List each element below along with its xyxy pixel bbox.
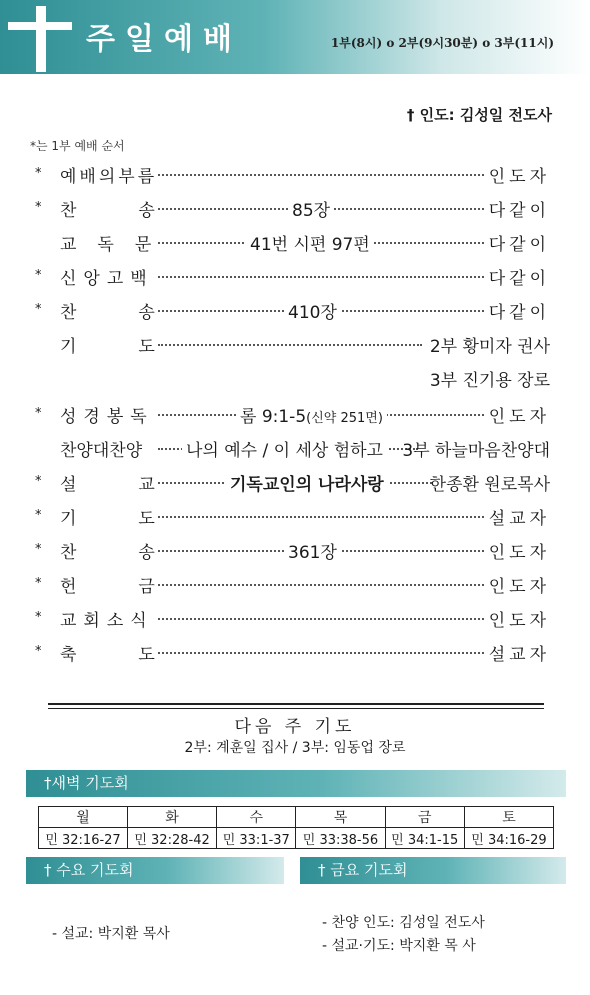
order-row: [0, 604, 590, 632]
order-performer: 인도자: [488, 577, 550, 597]
order-row: [0, 434, 590, 462]
order-row: [0, 364, 590, 392]
service-leader: † 인도: 김성일 전도사: [406, 106, 552, 124]
order-performer: 다같이: [488, 235, 550, 255]
order-performer: 다같이: [488, 269, 550, 289]
order-label: 찬양대찬양: [60, 441, 143, 461]
day-header: 월: [39, 807, 128, 828]
dot-leader: [158, 172, 484, 176]
order-performer: 3부 하늘마음찬양대: [402, 441, 550, 461]
dot-leader: [158, 650, 484, 654]
order-performer: 3부 진기용 장로: [429, 371, 550, 391]
reading-cell: 민 34:16-29: [464, 828, 553, 849]
cross-icon-bar: [8, 22, 72, 30]
star-marker: *: [35, 542, 42, 557]
order-detail: 나의 예수 / 이 세상 험하고: [182, 436, 387, 461]
star-marker: *: [35, 302, 42, 317]
order-row: [0, 400, 590, 428]
next-week-title: 다음 주 기도: [234, 717, 356, 737]
order-performer: 다같이: [488, 201, 550, 221]
order-performer: 다같이: [488, 303, 550, 323]
cross-icon: [36, 6, 46, 72]
order-detail: 410장: [284, 298, 341, 323]
order-label: 찬송: [60, 201, 217, 221]
dot-leader: [158, 514, 484, 518]
order-row: [0, 160, 590, 188]
scripture-page: (신약 251면): [306, 411, 383, 426]
dawn-prayer-table: [38, 806, 554, 849]
order-row: [0, 262, 590, 290]
order-detail: 85장: [288, 196, 334, 221]
sermon-title: 기독교인의 나라사랑: [226, 470, 388, 495]
order-performer: 설교자: [488, 645, 550, 665]
star-marker: *: [35, 406, 42, 421]
order-label: 신앙고백: [60, 269, 154, 289]
order-label: 성경봉독: [60, 407, 154, 427]
header-banner: [0, 0, 590, 74]
order-label: 설교: [60, 475, 217, 495]
next-week-names: 2부: 계훈일 집사 / 3부: 임동업 장로: [184, 740, 406, 756]
order-label: 헌금: [60, 577, 217, 597]
star-marker: *: [35, 644, 42, 659]
reading-cell: 민 32:28-42: [128, 828, 217, 849]
scripture-reference: 롬 9:1-5: [240, 407, 307, 427]
order-row: [0, 638, 590, 666]
order-row: [0, 536, 590, 564]
dawn-prayer-header: †새벽 기도회: [26, 770, 566, 797]
divider: [48, 703, 544, 705]
order-row: [0, 468, 590, 496]
order-row: [0, 570, 590, 598]
page-title: 주일예배: [86, 22, 242, 57]
order-label: 찬송: [60, 543, 217, 563]
order-performer: 2부 황미자 권사: [429, 337, 550, 357]
star-marker: *: [35, 200, 42, 215]
order-detail: 361장: [284, 538, 341, 563]
reading-cell: 민 33:38-56: [296, 828, 385, 849]
friday-item: - 설교·기도: 박지환 목 사: [322, 938, 476, 954]
order-detail: 41번 시편 97편: [246, 230, 374, 255]
order-detail: [236, 402, 387, 427]
reading-cell: 민 33:1-37: [217, 828, 296, 849]
order-note: *는 1부 예배 순서: [30, 139, 125, 153]
order-label: 축도: [60, 645, 217, 665]
dot-leader: [158, 616, 484, 620]
star-marker: *: [35, 474, 42, 489]
order-performer: 한종환 원로목사: [429, 475, 550, 495]
order-label: 교회소식: [60, 611, 154, 631]
dot-leader: [158, 274, 484, 278]
order-performer: 인도자: [488, 407, 550, 427]
order-performer: 인도자: [488, 543, 550, 563]
day-header: 화: [128, 807, 217, 828]
star-marker: *: [35, 166, 42, 181]
order-row: [0, 228, 590, 256]
day-header: 목: [296, 807, 385, 828]
order-label: 교독문: [60, 235, 173, 255]
day-header: 금: [385, 807, 464, 828]
wednesday-item: - 설교: 박지환 목사: [52, 926, 170, 942]
divider: [48, 708, 544, 709]
order-row: [0, 330, 590, 358]
star-marker: *: [35, 268, 42, 283]
order-row: [0, 194, 590, 222]
order-label: 예배의부름: [60, 167, 158, 187]
friday-prayer-header: † 금요 기도회: [300, 857, 566, 884]
order-performer: 설교자: [488, 509, 550, 529]
wednesday-prayer-header: † 수요 기도회: [26, 857, 284, 884]
order-row: [0, 296, 590, 324]
day-header: 토: [464, 807, 553, 828]
day-header: 수: [217, 807, 296, 828]
star-marker: *: [35, 508, 42, 523]
order-row: [0, 502, 590, 530]
service-times: 1부(8시) o 2부(9시30분) o 3부(11시): [330, 36, 554, 50]
order-label: 기도: [60, 337, 217, 357]
order-performer: 인도자: [488, 167, 550, 187]
order-label: 기도: [60, 509, 217, 529]
star-marker: *: [35, 610, 42, 625]
friday-item: - 찬양 인도: 김성일 전도사: [322, 915, 485, 931]
dot-leader: [158, 342, 422, 346]
reading-cell: 민 34:1-15: [385, 828, 464, 849]
dot-leader: [158, 582, 484, 586]
reading-cell: 민 32:16-27: [39, 828, 128, 849]
order-label: 찬송: [60, 303, 217, 323]
star-marker: *: [35, 576, 42, 591]
order-performer: 인도자: [488, 611, 550, 631]
